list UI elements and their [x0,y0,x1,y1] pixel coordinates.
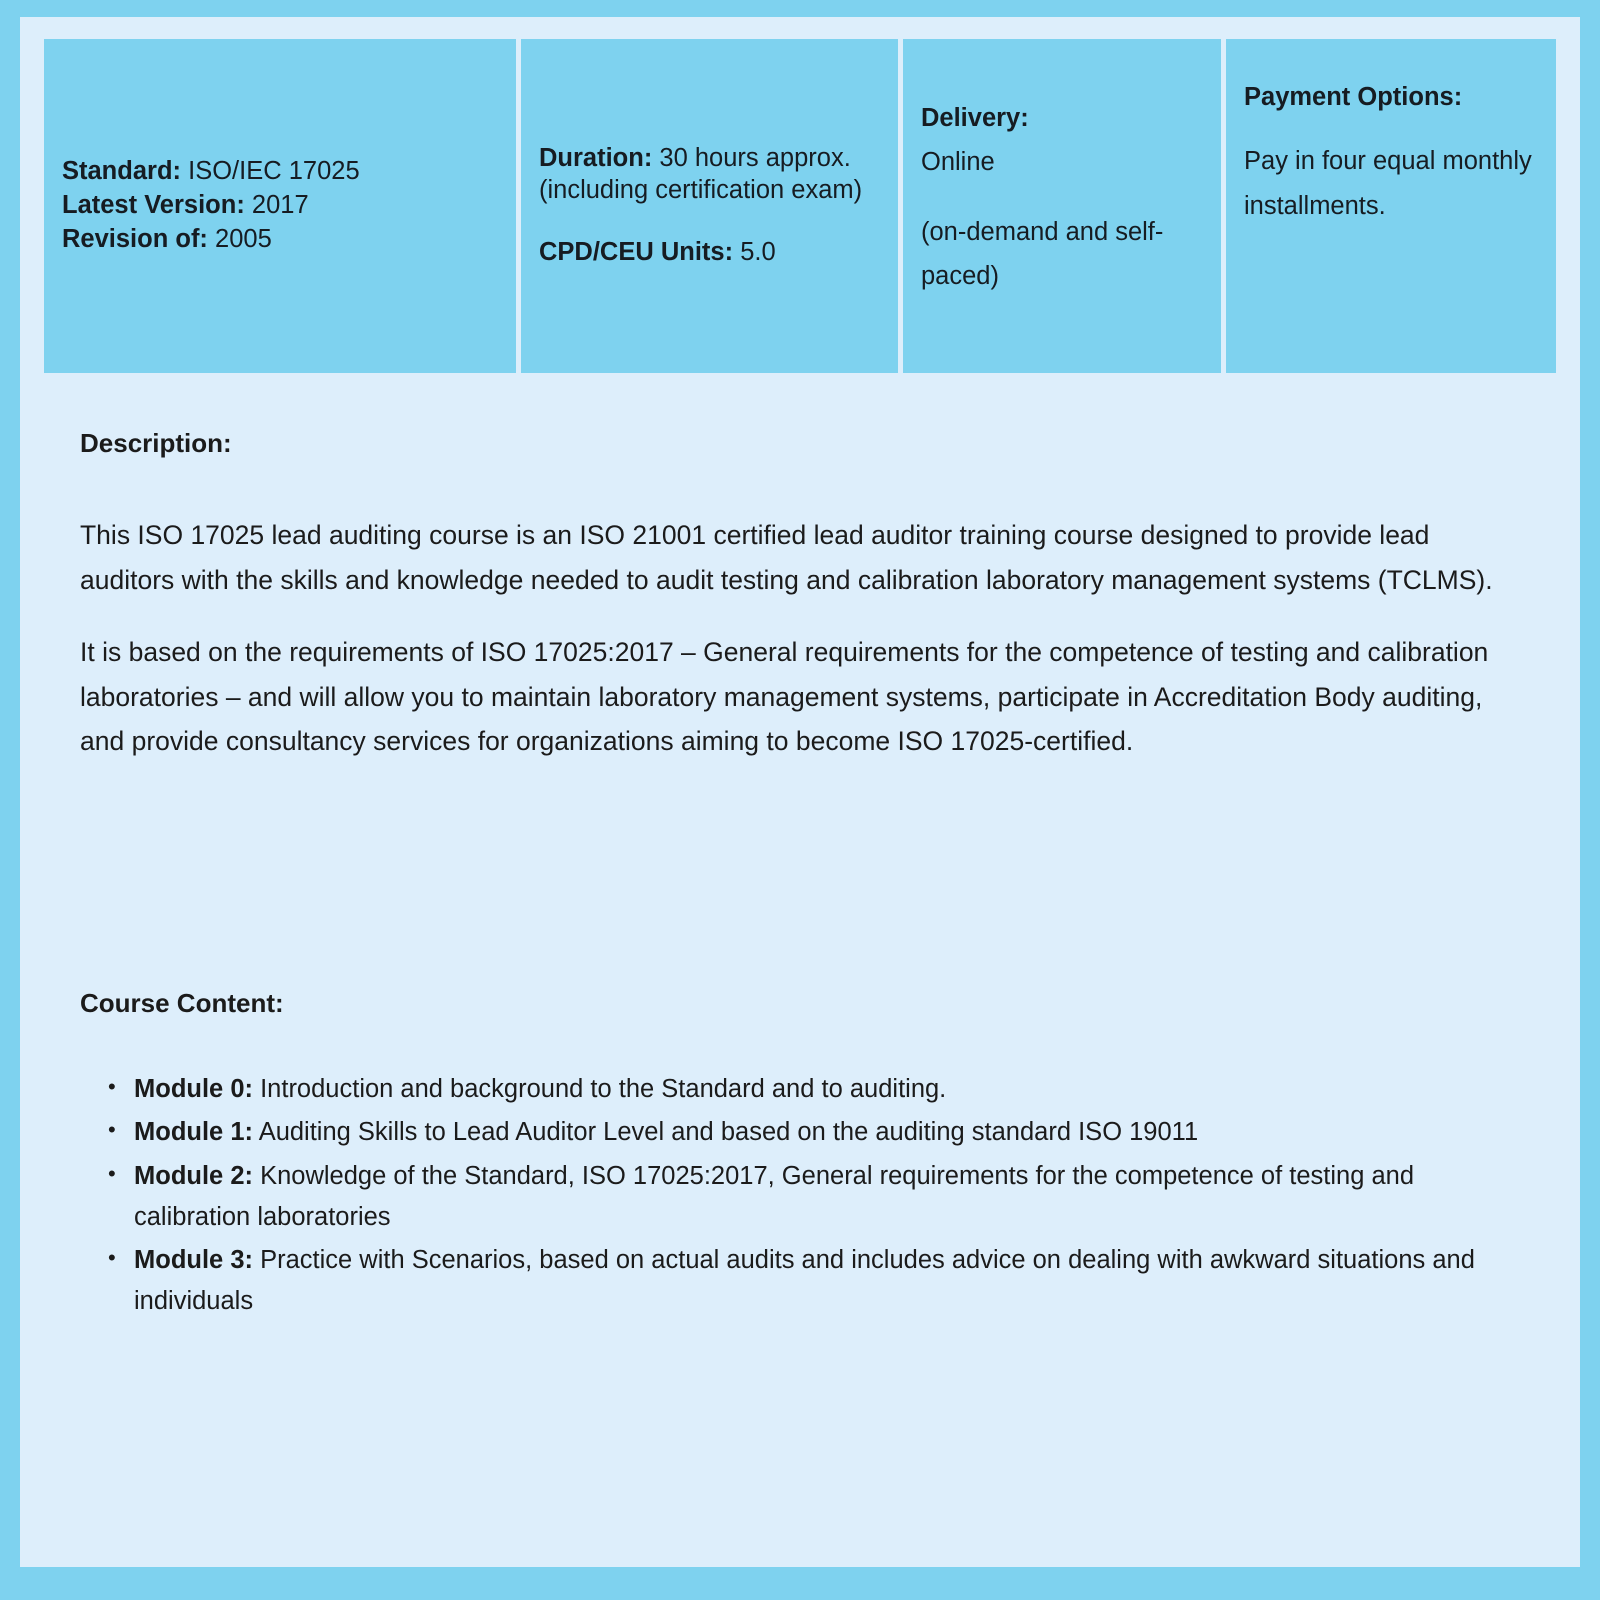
standard-label: Standard: [62,157,182,186]
duration-line [539,142,880,207]
list-item [134,1112,1520,1153]
module-list [80,1069,1520,1323]
revision-of-value: 2005 [215,224,272,253]
list-item [134,1156,1520,1239]
module-2-label: Module 2: [134,1161,253,1190]
module-3-text: Practice with Scenarios, based on actual audits and includes advice on dealing with awkward situations and individuals [134,1246,1475,1316]
description-heading: Description: [80,428,232,458]
duration-value: 30 hours approx. (including certification exam) [539,143,863,205]
list-item [134,1240,1520,1323]
module-2-text: Knowledge of the Standard, ISO 17025:2017, General requirements for the competence of testing and calibration laboratories [134,1161,1415,1231]
cpd-ceu-value: 5.0 [740,238,776,267]
payment-options-value: Pay in four equal monthly installments. [1244,147,1532,220]
payment-spacer [1244,119,1538,139]
revision-of-label: Revision of: [62,224,208,253]
standard-value: ISO/IEC 17025 [188,157,360,186]
delivery-spacer [921,185,1203,211]
delivery-info-cell [903,39,1221,373]
payment-info-cell [1226,39,1556,373]
module-0-label: Module 0: [134,1075,253,1103]
page-sheet [20,17,1580,1567]
latest-version-value: 2017 [251,191,309,220]
payment-options-label: Payment Options: [1244,83,1463,111]
module-3-label: Module 3: [134,1246,253,1275]
delivery-note: (on-demand and self-paced) [921,217,1164,290]
course-content-heading: Course Content: [80,988,284,1018]
cpd-ceu-label: CPD/CEU Units: [539,238,734,267]
duration-info-cell [521,39,898,373]
description-paragraph-1: This ISO 17025 lead auditing course is an ISO 21001 certified lead auditor training course designed to provide lead auditors with the skills and knowledge needed to audit testing and calibration laboratory management systems (TCLMS). [80,520,1493,595]
revision-of-line [62,223,498,257]
module-1-text: Auditing Skills to Lead Auditor Level and based on the auditing standard ISO 19011 [258,1118,1199,1147]
course-summary-header [44,39,1556,373]
module-0-text: Introduction and background to the Standard and to auditing. [260,1075,947,1103]
standard-info-cell [44,39,516,373]
module-1-label: Module 1: [134,1118,253,1147]
list-item [134,1069,1520,1110]
delivery-value: Online [921,147,995,176]
description-section [44,384,1556,881]
duration-label: Duration: [539,143,653,172]
latest-version-label: Latest Version: [62,191,245,220]
standard-line [62,155,498,189]
course-info-card [44,39,1556,1503]
latest-version-line [62,189,498,223]
description-paragraph-2: It is based on the requirements of ISO 17025:2017 – General requirements for the competence of testing and calibration laboratories – and will allow you to maintain laboratory management systems, participate in Accreditation Body auditing, and provide consultancy services for organizations aiming to become ISO 17025-certified. [80,637,1489,757]
cpd-ceu-line [539,236,880,270]
delivery-label: Delivery: [921,104,1029,132]
course-content-section [44,892,1556,1503]
